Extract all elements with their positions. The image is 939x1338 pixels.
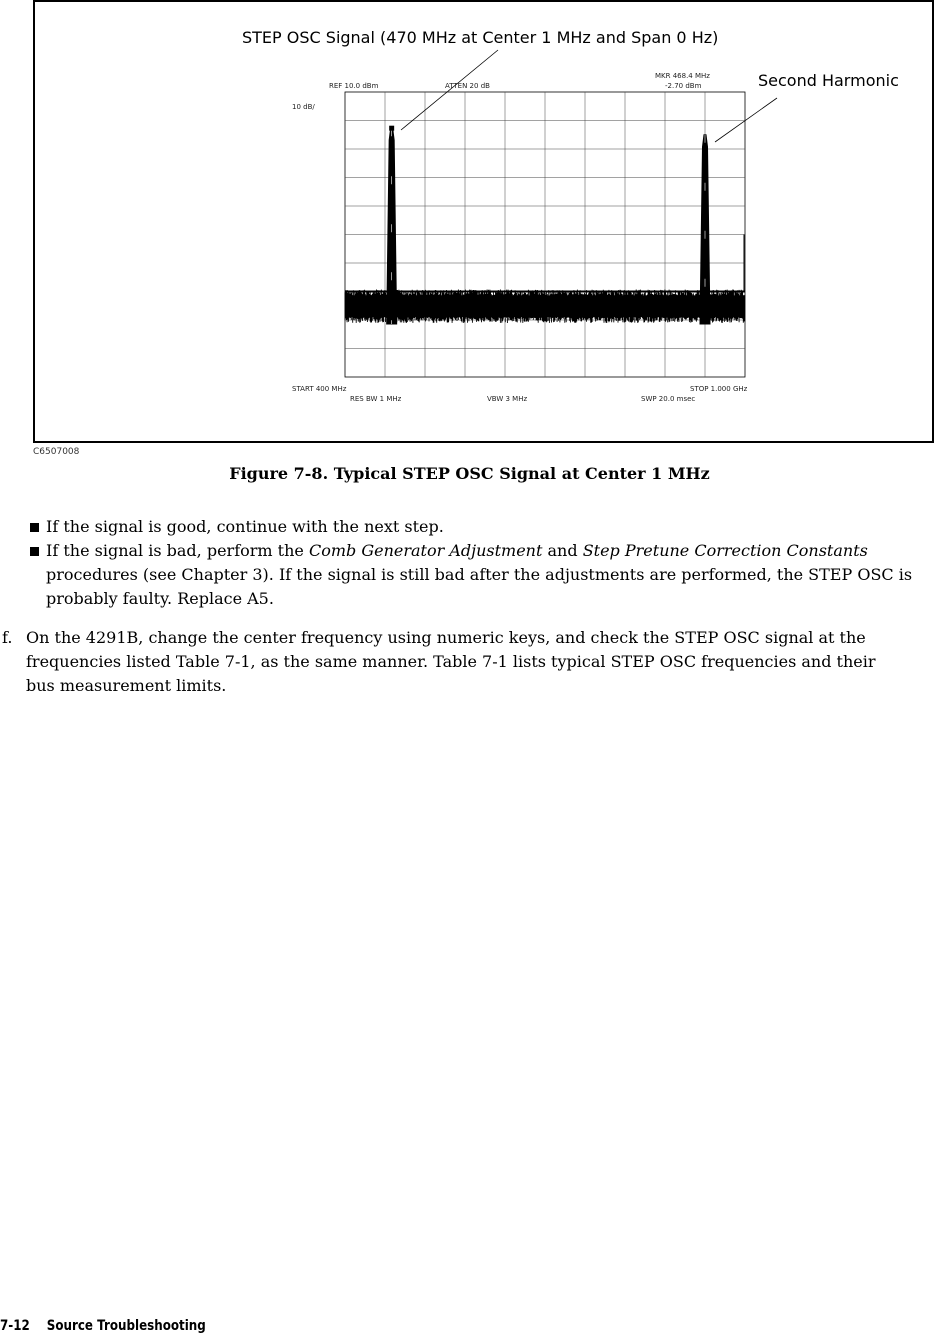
spectrum-figure — [35, 2, 936, 445]
marker-level-label: -2.70 dBm — [665, 82, 702, 90]
sweep-time-label: SWP 20.0 msec — [641, 395, 696, 403]
graticule — [345, 92, 745, 377]
step-f — [0, 626, 900, 698]
bullet-list — [28, 515, 928, 611]
vbw-label: VBW 3 MHz — [487, 395, 528, 403]
marker-freq-label: MKR 468.4 MHz — [655, 72, 710, 80]
page-footer — [0, 1318, 206, 1334]
scale-label: 10 dB/ — [292, 103, 315, 111]
title-leader-line — [401, 50, 498, 130]
ref-level-label: REF 10.0 dBm — [329, 82, 379, 90]
stop-freq-label: STOP 1.000 GHz — [690, 385, 748, 393]
second-harmonic-callout: Second Harmonic — [758, 71, 899, 90]
bullet-square-icon — [30, 547, 39, 556]
figure-title: STEP OSC Signal (470 MHz at Center 1 MHz and Span 0 Hz) — [242, 28, 719, 47]
signal-peak — [700, 135, 710, 324]
figure-caption: Figure 7-8. Typical STEP OSC Signal at Center 1 MHz — [229, 464, 710, 483]
page-number: 7-12 — [0, 1318, 30, 1334]
bullet-signal-bad: If the signal is bad, perform the Comb Generator Adjustment and Step Pretune Correction Constants procedures (see Chapter 3). If the signal is still bad after the adjustments are performed, the STEP OSC is probably faulty. Replace A5. — [28, 539, 928, 611]
res-bw-label: RES BW 1 MHz — [350, 395, 402, 403]
atten-label: ATTEN 20 dB — [445, 82, 490, 90]
figure-id: C6507008 — [33, 447, 80, 457]
bullet-signal-good: If the signal is good, continue with the next step. — [28, 515, 928, 539]
section-title: Source Troubleshooting — [46, 1318, 206, 1334]
step-text: On the 4291B, change the center frequency using numeric keys, and check the STEP OSC signal at the frequencies listed Table 7-1, as the same manner. Table 7-1 lists typical STEP OSC frequencies and their bus measurement limits. — [26, 628, 876, 695]
bullet-square-icon — [30, 523, 39, 532]
comb-generator-adjustment-ref: Comb Generator Adjustment — [308, 541, 543, 560]
harmonic-leader-line — [715, 98, 777, 142]
noise-floor-path — [345, 290, 745, 324]
step-label: f. — [2, 628, 13, 647]
figure-frame — [33, 0, 934, 443]
marker-point — [389, 126, 394, 131]
start-freq-label: START 400 MHz — [292, 385, 347, 393]
step-pretune-correction-ref: Step Pretune Correction Constants — [582, 541, 868, 560]
noise-floor-trace — [345, 290, 745, 324]
